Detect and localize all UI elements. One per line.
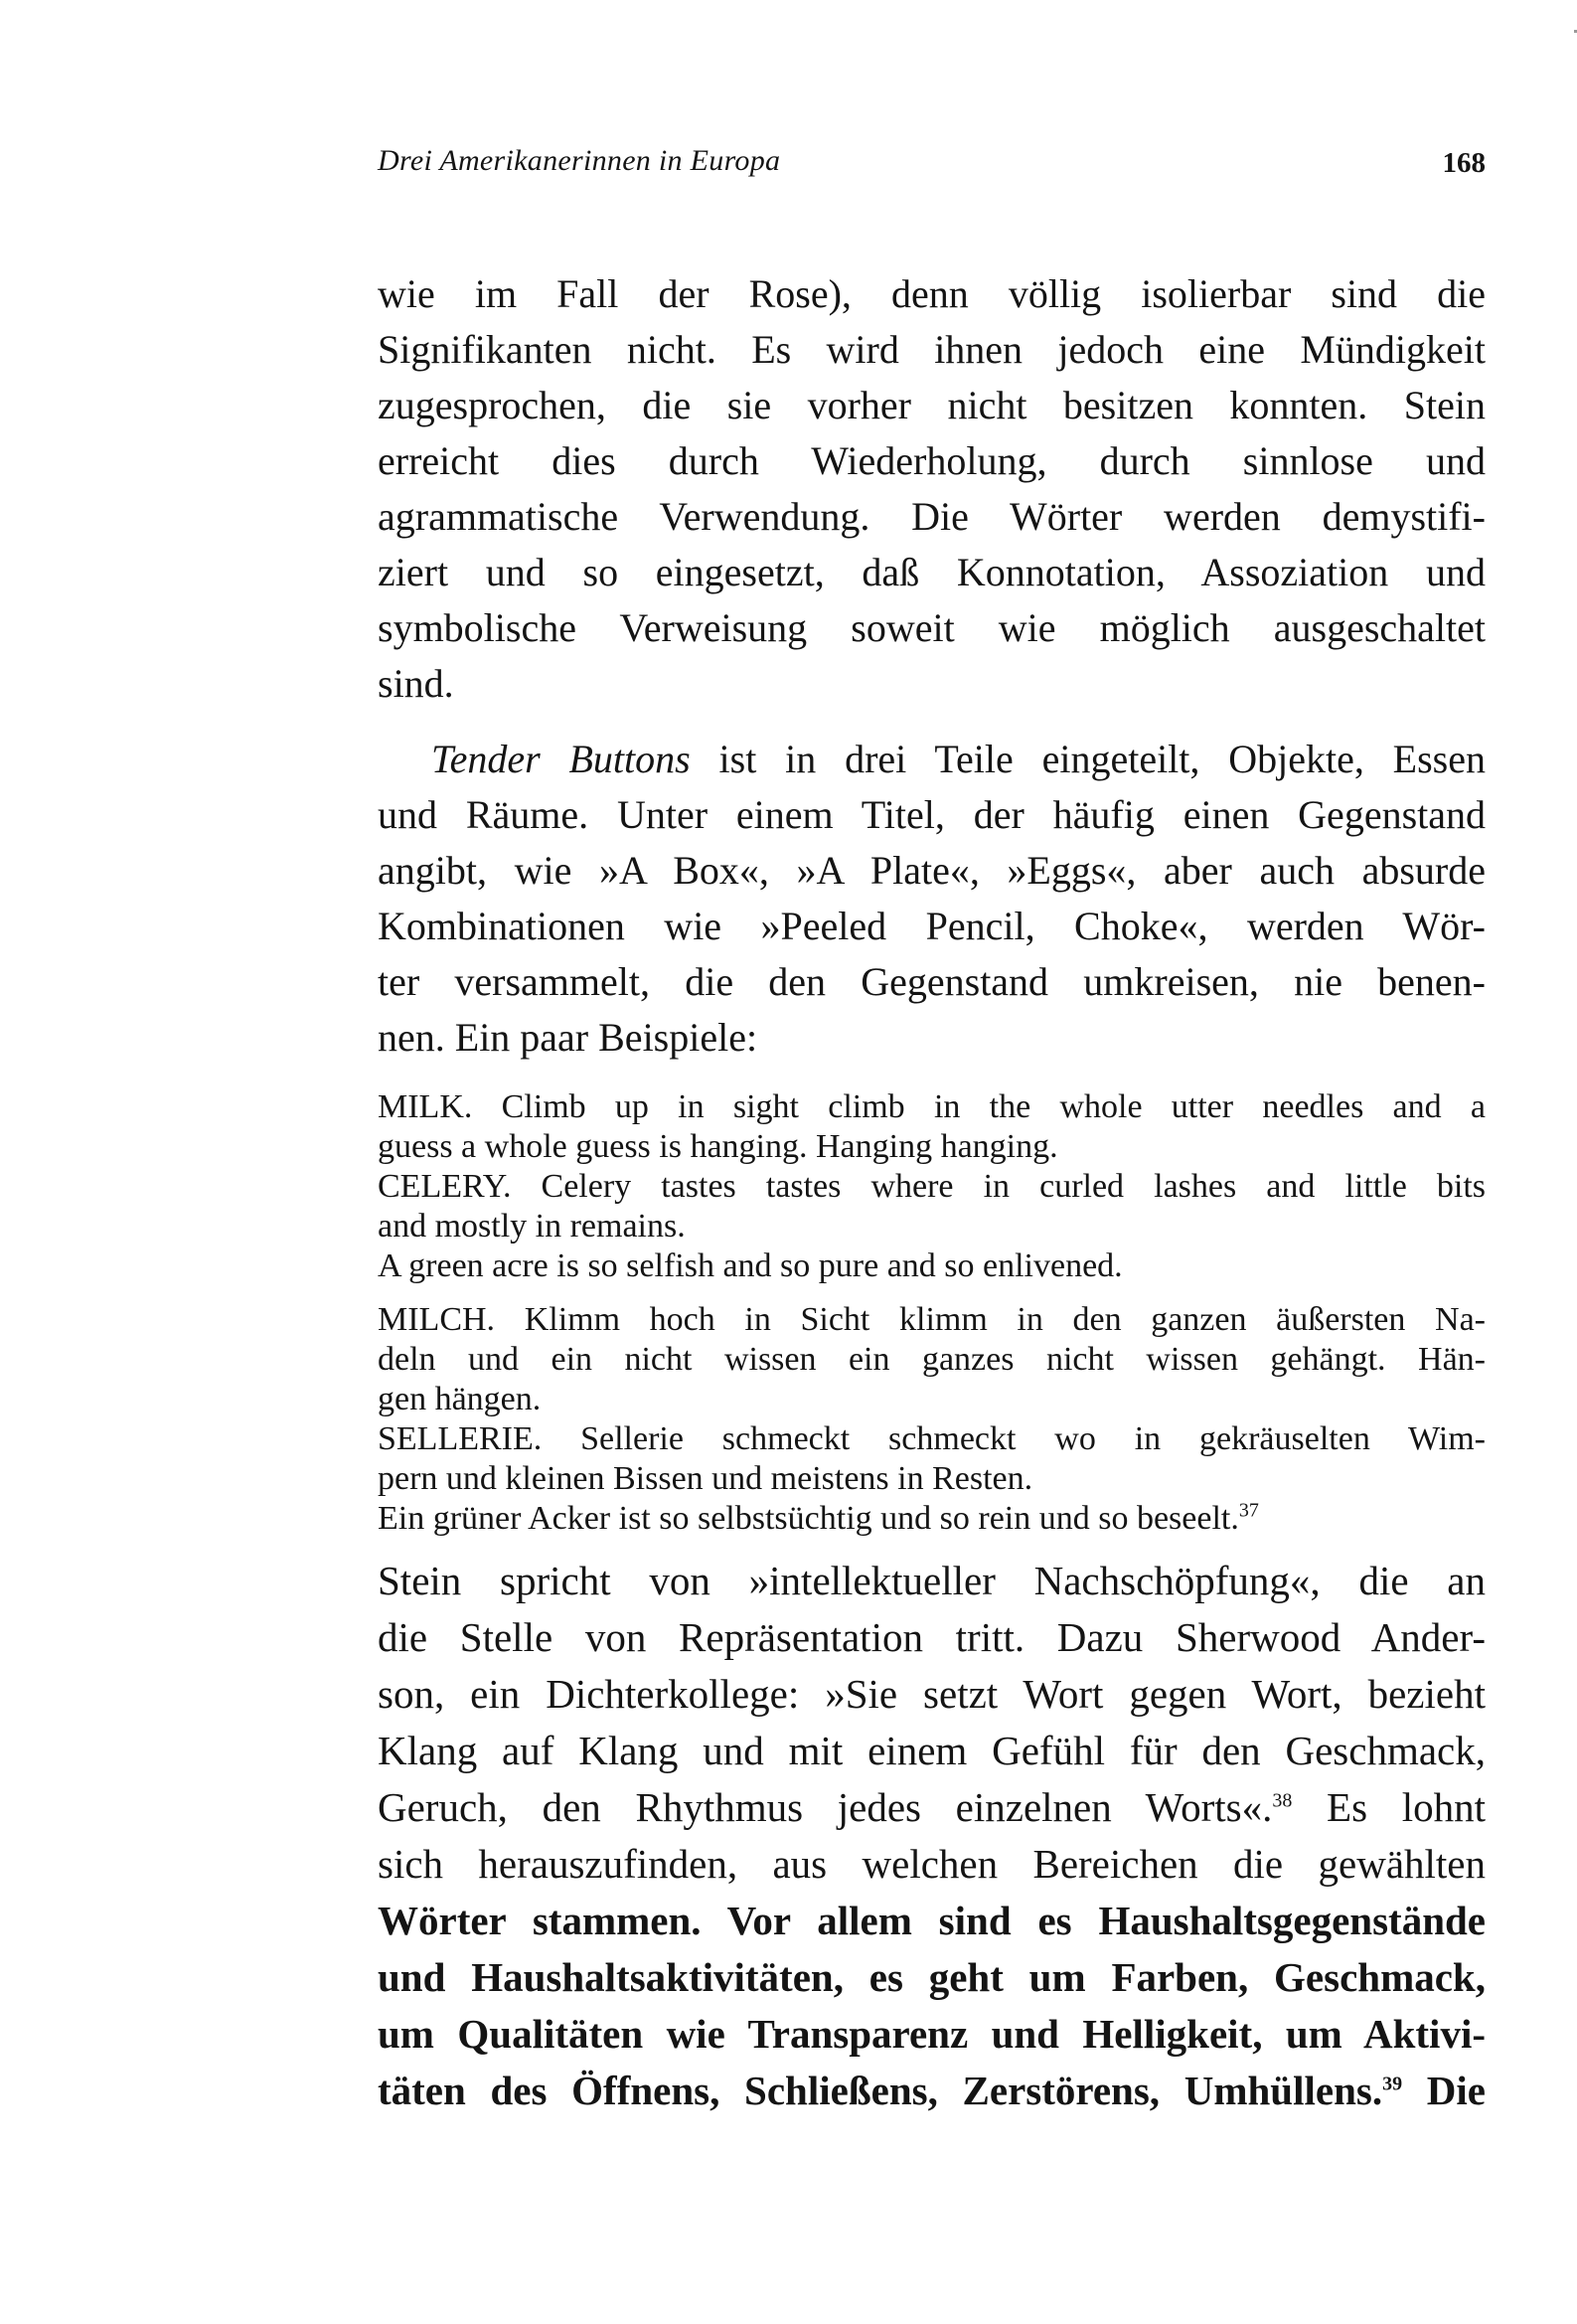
quote-line: MILCH. Klimm hoch in Sicht klimm in den ganzen äußersten Na- [378, 1301, 1486, 1338]
body-text [378, 266, 1486, 2119]
text-line: die Stelle von Repräsentation tritt. Dazu Sherwood Ander- [378, 1614, 1486, 1660]
text-run: Die [1402, 2068, 1486, 2113]
text-line: sind. [378, 661, 454, 706]
footnote-ref: 38 [1272, 1789, 1293, 1812]
quote-line: A green acre is so selfish and so pure and so enlivened. [378, 1247, 1123, 1284]
text-run: Ein grüner Acker ist so selbstsüchtig und so rein und so beseelt. [378, 1500, 1239, 1537]
quote-line: SELLERIE. Sellerie schmeckt schmeckt wo in gekräuselten Wim- [378, 1420, 1486, 1457]
quote-gap [378, 1286, 1486, 1300]
quote-line [378, 1499, 1486, 1539]
text-line: son, ein Dichterkollege: »Sie setzt Wort gegen Wort, bezieht [378, 1671, 1486, 1717]
text-line: ter versammelt, die den Gegenstand umkreisen, nie benen- [378, 959, 1486, 1004]
block-quote [378, 1087, 1486, 1539]
text-line: Stein spricht von »intellektueller Nachschöpfung«, die an [378, 1558, 1486, 1603]
text-line: erreicht dies durch Wiederholung, durch sinnlose und [378, 438, 1486, 483]
text-line [378, 732, 1486, 787]
text-line: agrammatische Verwendung. Die Wörter werden demystifi- [378, 494, 1486, 539]
text-line: ziert und so eingesetzt, daß Konnotation, Assoziation und [378, 550, 1486, 594]
text-line: wie im Fall der Rose), denn völlig isolierbar sind die [378, 271, 1486, 316]
text-line: um Qualitäten wie Transparenz und Helligkeit, um Aktivi- [378, 2011, 1486, 2057]
quote-line: MILK. Climb up in sight climb in the whole utter needles and a [378, 1088, 1486, 1125]
quote-line: pern und kleinen Bissen und meistens in Resten. [378, 1460, 1033, 1497]
quote-line: CELERY. Celery tastes tastes where in curled lashes and little bits [378, 1168, 1486, 1205]
text-line: nen. Ein paar Beispiele: [378, 1015, 758, 1060]
running-title: Drei Amerikanerinnen in Europa [378, 144, 781, 177]
paragraph-3 [378, 1553, 1486, 2119]
quote-line: deln und ein nicht wissen ein ganzes nicht wissen gehängt. Hän- [378, 1341, 1486, 1378]
text-line: sich herauszufinden, aus welchen Bereichen die gewählten [378, 1841, 1486, 1887]
text-line [378, 2063, 1486, 2119]
text-line: Wörter stammen. Vor allem sind es Haushaltsgegenstände [378, 1898, 1486, 1943]
text-run: täten des Öffnens, Schließens, Zerstörens, Umhüllens. [378, 2068, 1383, 2113]
page-header [378, 144, 1486, 194]
quote-line: and mostly in remains. [378, 1208, 686, 1245]
text-run: ist in drei Teile eingeteilt, Objekte, Essen [690, 737, 1487, 781]
text-line: und Haushaltsaktivitäten, es geht um Farben, Geschmack, [378, 1954, 1486, 2000]
text-line: Klang auf Klang und mit einem Gefühl für den Geschmack, [378, 1728, 1486, 1773]
text-run: Geruch, den Rhythmus jedes einzelnen Worts«. [378, 1784, 1273, 1830]
text-line: symbolische Verweisung soweit wie möglich ausgeschaltet [378, 605, 1486, 650]
text-line: Signifikanten nicht. Es wird ihnen jedoch eine Mündigkeit [378, 327, 1486, 372]
quote-german [378, 1300, 1486, 1539]
quote-line: guess a whole guess is hanging. Hanging hanging. [378, 1128, 1058, 1165]
text-line: angibt, wie »A Box«, »A Plate«, »Eggs«, aber auch absurde [378, 848, 1486, 893]
quote-english [378, 1087, 1486, 1286]
text-line: und Räume. Unter einem Titel, der häufig einen Gegenstand [378, 792, 1486, 837]
text-run: Es lohnt [1292, 1784, 1486, 1830]
paragraph-1 [378, 266, 1486, 712]
paragraph-2 [378, 732, 1486, 1066]
quote-line: gen hängen. [378, 1381, 542, 1417]
footnote-ref: 39 [1382, 2073, 1403, 2095]
book-title-italic: Tender Buttons [431, 737, 691, 781]
page-number: 168 [1442, 147, 1486, 179]
text-line: zugesprochen, die sie vorher nicht besitzen konnten. Stein [378, 383, 1486, 427]
footnote-ref: 37 [1238, 1499, 1259, 1522]
text-line: Kombinationen wie »Peeled Pencil, Choke«, werden Wör- [378, 904, 1486, 948]
text-line [378, 1779, 1486, 1836]
